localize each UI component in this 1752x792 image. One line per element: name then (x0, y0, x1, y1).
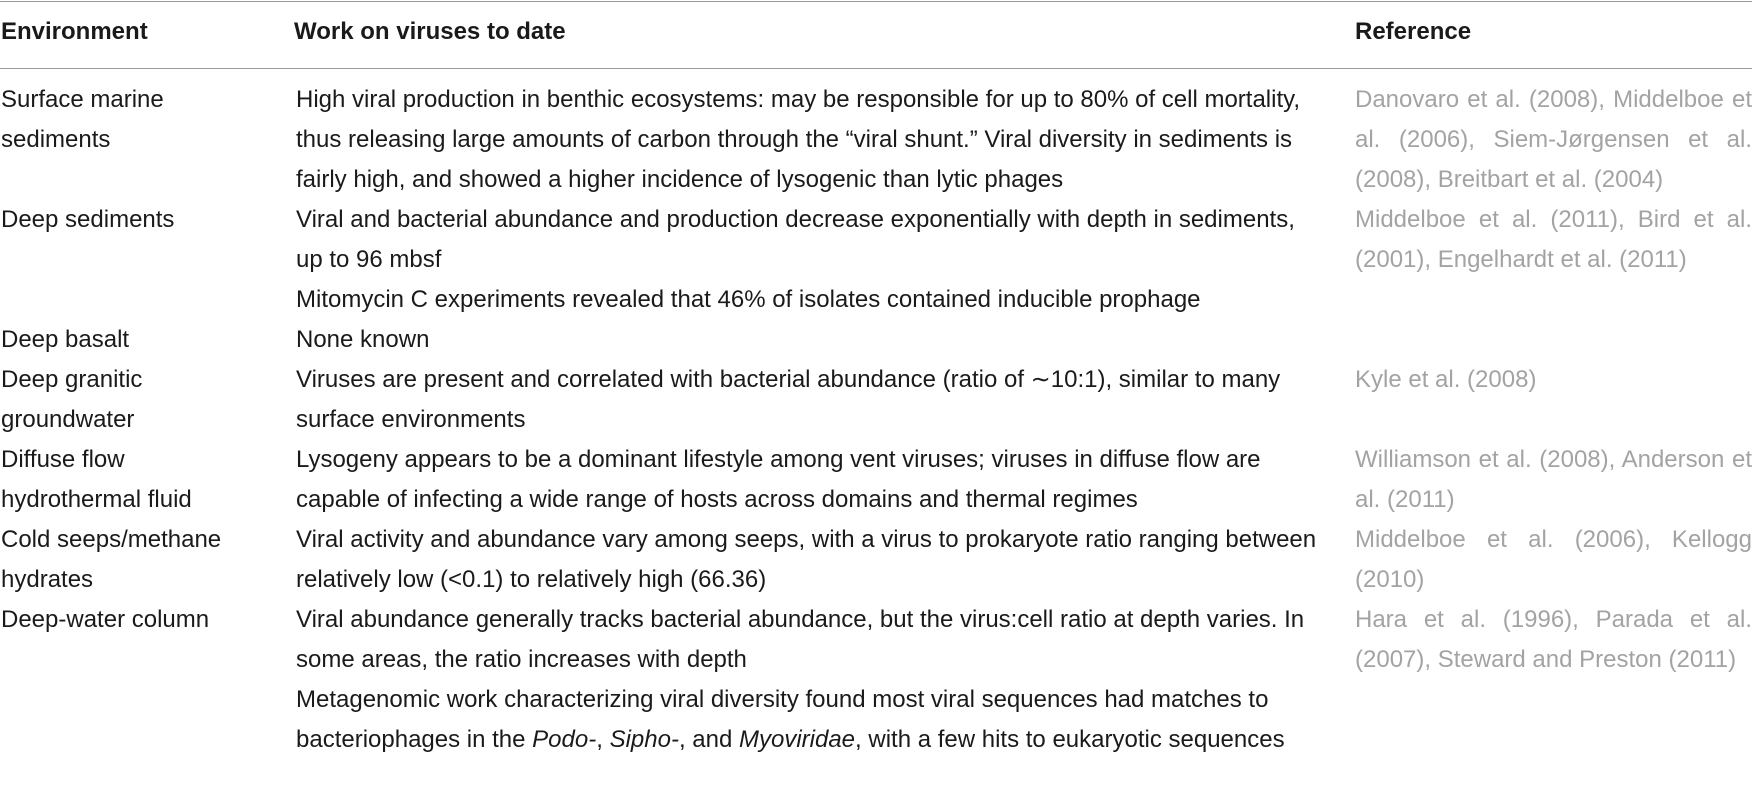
work-paragraph: Viral abundance generally tracks bacterial abundance, but the virus:cell ratio at depth varies. In some areas, the ratio increases with depth (296, 606, 1305, 673)
work-paragraph: Mitomycin C experiments revealed that 46% of isolates contained inducible prophage (296, 286, 1201, 313)
cell-environment: Deep sediments (1, 206, 175, 233)
header-rule (0, 68, 1752, 69)
cell-work (294, 440, 1355, 520)
table-row (0, 200, 1752, 320)
cell-environment: Deep granitic groundwater (1, 366, 143, 433)
cell-environment: Cold seeps/methane hydrates (1, 526, 222, 593)
table-row (0, 440, 1752, 520)
cell-environment: Deep basalt (1, 326, 130, 353)
cell-work (294, 360, 1355, 440)
cell-reference[interactable]: Middelboe et al. (2011), Bird et al. (2001), Engelhardt et al. (2011) (1355, 206, 1752, 273)
cell-work (294, 80, 1355, 200)
table-row (0, 80, 1752, 200)
work-paragraph: None known (296, 326, 430, 353)
cell-environment: Deep-water column (1, 606, 210, 633)
cell-reference[interactable]: Middelboe et al. (2006), Kellogg (2010) (1355, 526, 1752, 593)
table-row (0, 520, 1752, 600)
header-reference: Reference (1355, 18, 1472, 45)
cell-work (294, 200, 1355, 320)
work-paragraph: Viral and bacterial abundance and production decrease exponentially with depth in sediments, up to 96 mbsf (296, 206, 1295, 273)
cell-work (294, 600, 1355, 760)
work-paragraph: Viruses are present and correlated with bacterial abundance (ratio of ∼10:1), similar to many surface environments (296, 366, 1281, 433)
cell-environment: Diffuse flow hydrothermal fluid (1, 446, 192, 513)
table-header (0, 0, 1752, 66)
work-paragraph: High viral production in benthic ecosystems: may be responsible for up to 80% of cell mortality, thus releasing large amounts of carbon through the “viral shunt.” Viral diversity in sediments is fairly high, and showed a higher incidence of lysogenic than lytic phages (296, 86, 1301, 193)
table-row (0, 320, 1752, 360)
cell-reference[interactable]: Kyle et al. (2008) (1355, 366, 1537, 393)
work-text: , (596, 726, 610, 753)
table-row (0, 600, 1752, 760)
work-text: , with a few hits to eukaryotic sequences (855, 726, 1285, 753)
cell-reference[interactable]: Hara et al. (1996), Parada et al. (2007), Steward and Preston (2011) (1355, 606, 1752, 673)
work-paragraph-metagenomic (296, 680, 1325, 760)
cell-reference[interactable]: Danovaro et al. (2008), Middelboe et al. (2006), Siem-Jørgensen et al. (2008), Breitbart et al. (2004) (1355, 86, 1752, 193)
header-work: Work on viruses to date (294, 18, 566, 45)
work-text: Metagenomic work characterizing viral diversity found most viral sequences had matches to bacteriophages in the (296, 686, 1269, 753)
cell-reference[interactable]: Williamson et al. (2008), Anderson et al. (2011) (1355, 446, 1752, 513)
taxon-sipho: Sipho- (609, 726, 679, 753)
header-environment: Environment (1, 18, 148, 45)
table-row (0, 360, 1752, 440)
work-paragraph: Viral activity and abundance vary among seeps, with a virus to prokaryote ratio ranging between relatively low (<0.1) to relatively high (66.36) (296, 526, 1317, 593)
work-paragraph: Lysogeny appears to be a dominant lifestyle among vent viruses; viruses in diffuse flow are capable of infecting a wide range of hosts across domains and thermal regimes (296, 446, 1261, 513)
cell-work (294, 320, 1355, 360)
taxon-podo: Podo- (532, 726, 597, 753)
table-body (0, 80, 1752, 760)
cell-environment: Surface marine sediments (1, 86, 164, 153)
cell-reference (1355, 320, 1752, 360)
work-text: , and (678, 726, 739, 753)
cell-work (294, 520, 1355, 600)
taxon-myoviridae: Myoviridae (738, 726, 856, 753)
